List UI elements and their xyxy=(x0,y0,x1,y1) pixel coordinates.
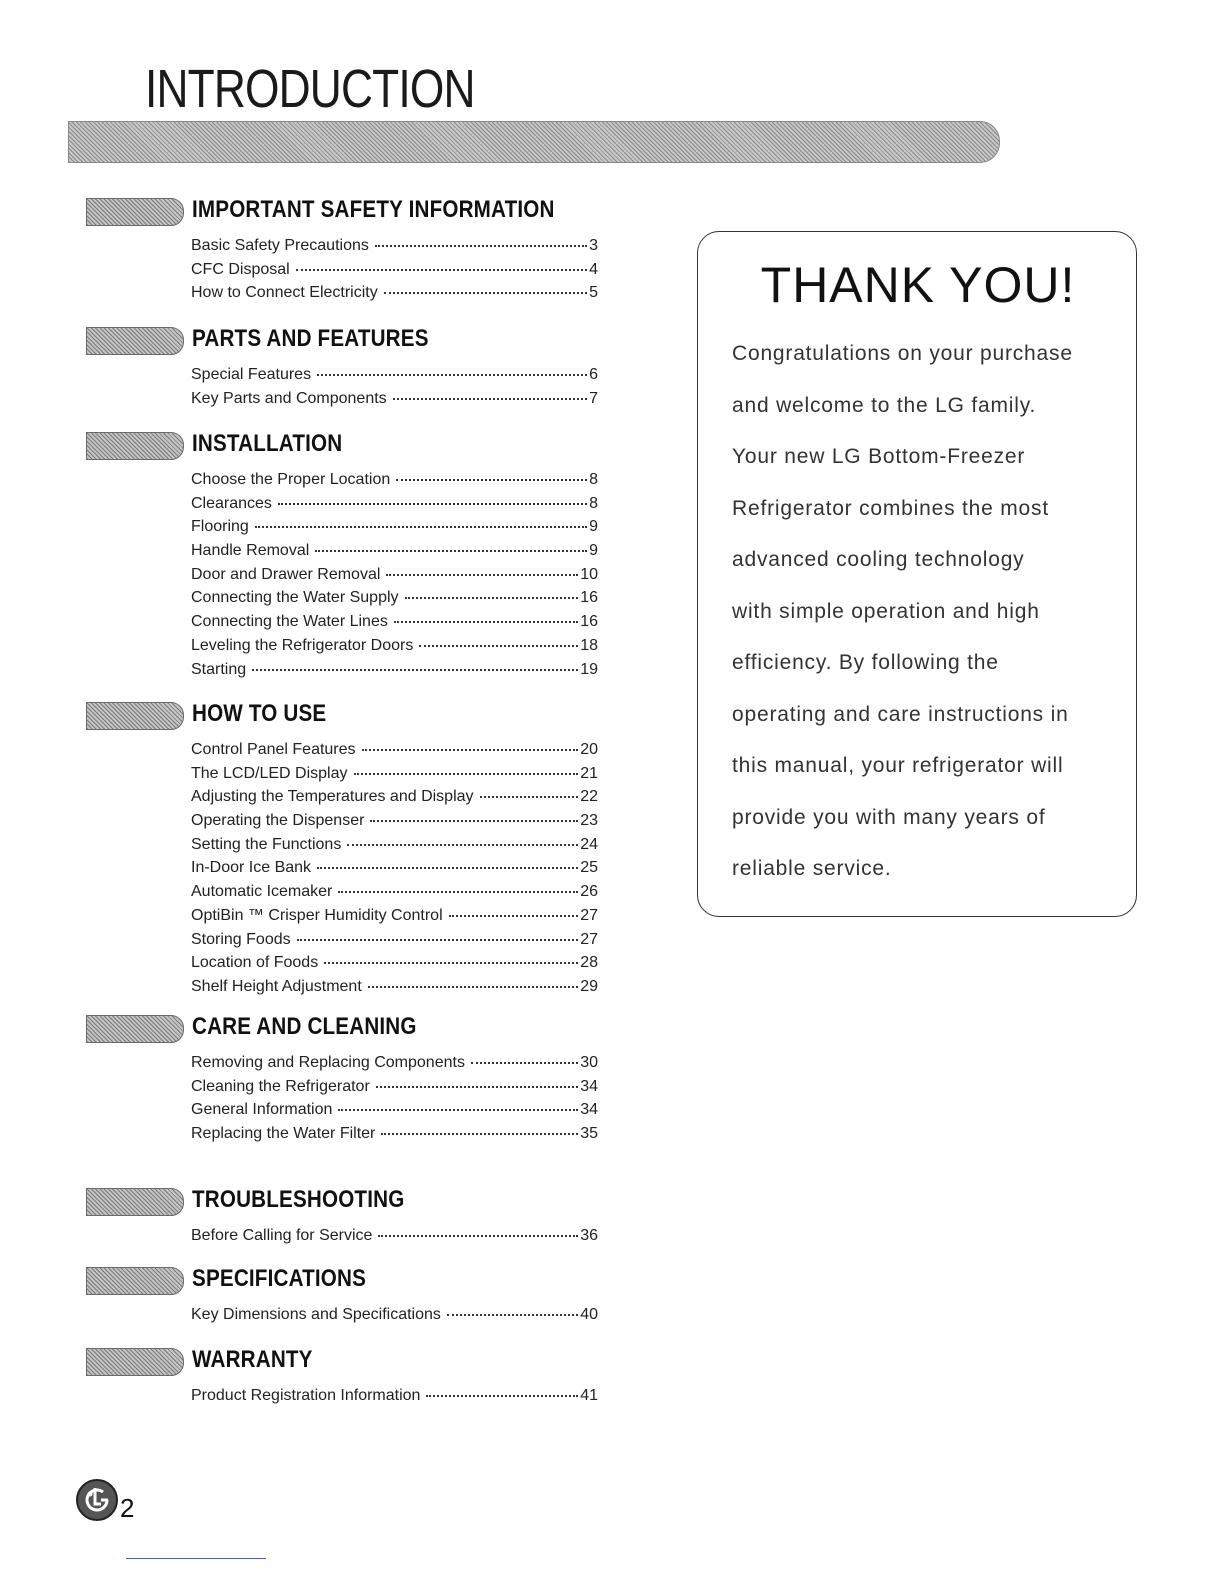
toc-entry[interactable] xyxy=(191,1220,598,1244)
toc-entry-page: 23 xyxy=(580,812,598,830)
toc-entry-page: 8 xyxy=(589,494,598,512)
thank-you-line: reliable service. xyxy=(732,857,892,880)
dot-leader xyxy=(394,603,578,623)
dot-leader xyxy=(386,556,578,576)
dot-leader xyxy=(396,461,587,481)
toc-entry-label: Connecting the Water Lines xyxy=(191,613,388,631)
section-marker-icon xyxy=(86,702,184,730)
dot-leader xyxy=(384,274,587,294)
toc-entry[interactable] xyxy=(191,971,598,995)
toc-entry-page: 21 xyxy=(580,764,598,782)
toc-entry-page: 25 xyxy=(580,859,598,877)
toc-entry-page: 7 xyxy=(589,389,598,407)
dot-leader xyxy=(296,251,587,271)
toc-entry-label: Clearances xyxy=(191,494,272,512)
toc-entry[interactable] xyxy=(191,654,598,678)
toc-entry-label: Cleaning the Refrigerator xyxy=(191,1077,370,1095)
section-marker-icon xyxy=(86,432,184,460)
dot-leader xyxy=(471,1044,578,1064)
toc-entry-page: 24 xyxy=(580,835,598,853)
dot-leader xyxy=(315,532,587,552)
toc-entry-label: Special Features xyxy=(191,366,312,383)
toc-entry-label: Door and Drawer Removal xyxy=(191,565,381,583)
toc-entry-page: 35 xyxy=(580,1125,598,1143)
toc-entry-label: Handle Removal xyxy=(191,542,310,560)
dot-leader xyxy=(317,356,587,376)
toc-section xyxy=(0,325,640,406)
toc-entry-label: Location of Foods xyxy=(191,954,319,972)
dot-leader xyxy=(449,897,579,917)
toc-entry-page: 9 xyxy=(589,542,598,560)
toc-entry-page: 5 xyxy=(589,284,598,302)
toc-section-header xyxy=(0,430,640,464)
toc-entry-page: 8 xyxy=(589,471,598,488)
toc-entry-label: Before Calling for Service xyxy=(191,1227,373,1244)
section-marker-icon xyxy=(86,1015,184,1043)
dot-leader xyxy=(419,627,578,647)
dot-leader xyxy=(347,826,578,846)
dot-leader xyxy=(317,849,578,869)
thank-you-line: advanced cooling technology xyxy=(732,548,1025,571)
toc-section xyxy=(0,1265,640,1323)
thank-you-line: with simple operation and high xyxy=(732,599,1040,623)
dot-leader xyxy=(362,731,579,751)
section-marker-icon xyxy=(86,1348,184,1376)
toc-entry-label: Basic Safety Precautions xyxy=(191,237,369,254)
toc-entry-page: 3 xyxy=(589,237,598,254)
toc-section xyxy=(0,196,640,301)
toc-entry[interactable] xyxy=(191,1380,598,1404)
toc-section-header xyxy=(0,700,640,734)
toc-entry-page: 20 xyxy=(580,741,598,758)
toc-entry-label: Choose the Proper Location xyxy=(191,471,391,488)
dot-leader xyxy=(255,508,587,528)
toc-section-header xyxy=(0,1186,640,1220)
toc-section-title: HOW TO USE xyxy=(192,700,327,727)
toc-section-title: TROUBLESHOOTING xyxy=(192,1186,405,1213)
dot-leader xyxy=(376,1068,578,1088)
thank-you-line: Your new LG Bottom-Freezer xyxy=(732,445,1026,468)
dot-leader xyxy=(297,921,579,941)
thank-you-line: Refrigerator combines the most xyxy=(732,496,1049,520)
toc-entry-label: Key Dimensions and Specifications xyxy=(191,1306,441,1323)
toc-section-header xyxy=(0,196,640,230)
thank-you-line: this manual, your refrigerator will xyxy=(732,754,1064,777)
toc-entry-label: Automatic Icemaker xyxy=(191,883,333,901)
toc-entry-label: The LCD/LED Display xyxy=(191,764,348,782)
toc-entry-page: 41 xyxy=(580,1387,598,1404)
toc-entry-page: 28 xyxy=(580,954,598,972)
toc-entry-label: Control Panel Features xyxy=(191,741,356,758)
toc-entry[interactable] xyxy=(191,1299,598,1323)
toc-entry-page: 4 xyxy=(589,260,598,278)
section-marker-icon xyxy=(86,198,184,226)
toc-entry-page: 16 xyxy=(580,613,598,631)
toc-entry-page: 22 xyxy=(580,788,598,806)
thank-you-line: provide you with many years of xyxy=(732,805,1046,829)
toc-entry-page: 36 xyxy=(580,1227,598,1244)
toc-section-title: CARE AND CLEANING xyxy=(192,1013,417,1040)
section-marker-icon xyxy=(86,327,184,355)
toc-section-title: SPECIFICATIONS xyxy=(192,1265,367,1292)
dot-leader xyxy=(324,944,578,964)
toc-entry-page: 6 xyxy=(589,366,598,383)
toc-entry-label: CFC Disposal xyxy=(191,260,290,278)
toc-entry-label: Setting the Functions xyxy=(191,835,342,853)
dot-leader xyxy=(381,1115,578,1135)
toc-entry-label: Starting xyxy=(191,660,247,678)
thank-you-line: efficiency. By following the xyxy=(732,651,999,674)
toc-entry-page: 34 xyxy=(580,1101,598,1119)
page-number: 2 xyxy=(120,1493,135,1523)
dot-leader xyxy=(354,755,579,775)
toc-section-header xyxy=(0,325,640,359)
dot-leader xyxy=(426,1377,578,1397)
toc-section xyxy=(0,430,640,677)
dot-leader xyxy=(447,1296,578,1316)
toc-entry-page: 9 xyxy=(589,518,598,536)
dot-leader xyxy=(393,380,587,400)
toc-section-title: INSTALLATION xyxy=(192,430,343,457)
toc-entry[interactable] xyxy=(191,277,598,301)
thank-you-line: operating and care instructions in xyxy=(732,702,1069,726)
toc-section-title: WARRANTY xyxy=(192,1346,313,1373)
toc-section-header xyxy=(0,1013,640,1047)
toc-entry-label: Product Registration Information xyxy=(191,1387,421,1404)
toc-entry-label: General Information xyxy=(191,1101,333,1119)
toc-entry-label: Replacing the Water Filter xyxy=(191,1125,376,1143)
toc-section xyxy=(0,700,640,995)
dot-leader xyxy=(375,227,587,247)
dot-leader xyxy=(480,778,579,798)
toc-entry-label: How to Connect Electricity xyxy=(191,284,378,302)
footer-rule xyxy=(126,1558,266,1559)
page-title: INTRODUCTION xyxy=(145,59,475,119)
toc-entry-page: 26 xyxy=(580,883,598,901)
toc-entry-page: 30 xyxy=(580,1054,598,1071)
toc-entry-label: Connecting the Water Supply xyxy=(191,589,399,607)
toc-entry-page: 29 xyxy=(580,977,598,995)
thank-you-line: Congratulations on your purchase xyxy=(732,342,1073,365)
toc-entry-label: OptiBin ™ Crisper Humidity Control xyxy=(191,906,443,924)
dot-leader xyxy=(338,1091,578,1111)
toc-section xyxy=(0,1013,640,1142)
toc-entry-label: Adjusting the Temperatures and Display xyxy=(191,788,474,806)
thank-you-message xyxy=(732,328,1132,895)
title-bar-decoration xyxy=(68,121,1000,163)
toc-entry-label: In-Door Ice Bank xyxy=(191,859,312,877)
section-marker-icon xyxy=(86,1267,184,1295)
toc-section-header xyxy=(0,1265,640,1299)
toc-entry-page: 40 xyxy=(580,1306,598,1323)
thank-you-line: and welcome to the LG family. xyxy=(732,393,1037,417)
toc-entry-label: Shelf Height Adjustment xyxy=(191,977,362,995)
lg-logo-icon xyxy=(75,1478,119,1522)
toc-entry-label: Operating the Dispenser xyxy=(191,812,365,830)
toc-section-title: PARTS AND FEATURES xyxy=(192,325,429,352)
toc-entry-page: 27 xyxy=(580,906,598,924)
toc-section xyxy=(0,1346,640,1404)
dot-leader xyxy=(278,485,587,505)
toc-entry-label: Leveling the Refrigerator Doors xyxy=(191,636,414,654)
toc-entry-label: Key Parts and Components xyxy=(191,389,387,407)
section-marker-icon xyxy=(86,1188,184,1216)
toc-entry-page: 10 xyxy=(580,565,598,583)
toc-entry-page: 34 xyxy=(580,1077,598,1095)
toc-section-title: IMPORTANT SAFETY INFORMATION xyxy=(192,196,555,223)
toc-entry[interactable] xyxy=(191,383,598,407)
dot-leader xyxy=(370,802,578,822)
thank-you-title: THANK YOU! xyxy=(760,257,1076,313)
toc-entry-label: Flooring xyxy=(191,518,249,536)
toc-entry[interactable] xyxy=(191,1118,598,1142)
toc-entry-page: 19 xyxy=(580,660,598,678)
dot-leader xyxy=(378,1217,578,1237)
dot-leader xyxy=(252,651,578,671)
thank-you-box xyxy=(697,231,1137,917)
dot-leader xyxy=(405,579,579,599)
toc-entry-page: 16 xyxy=(580,589,598,607)
toc-entry-page: 18 xyxy=(580,636,598,654)
dot-leader xyxy=(338,873,578,893)
dot-leader xyxy=(368,968,578,988)
toc-entry-label: Storing Foods xyxy=(191,930,291,948)
toc-entry-label: Removing and Replacing Components xyxy=(191,1054,465,1071)
toc-section xyxy=(0,1186,640,1244)
toc-section-header xyxy=(0,1346,640,1380)
toc-entry-page: 27 xyxy=(580,930,598,948)
